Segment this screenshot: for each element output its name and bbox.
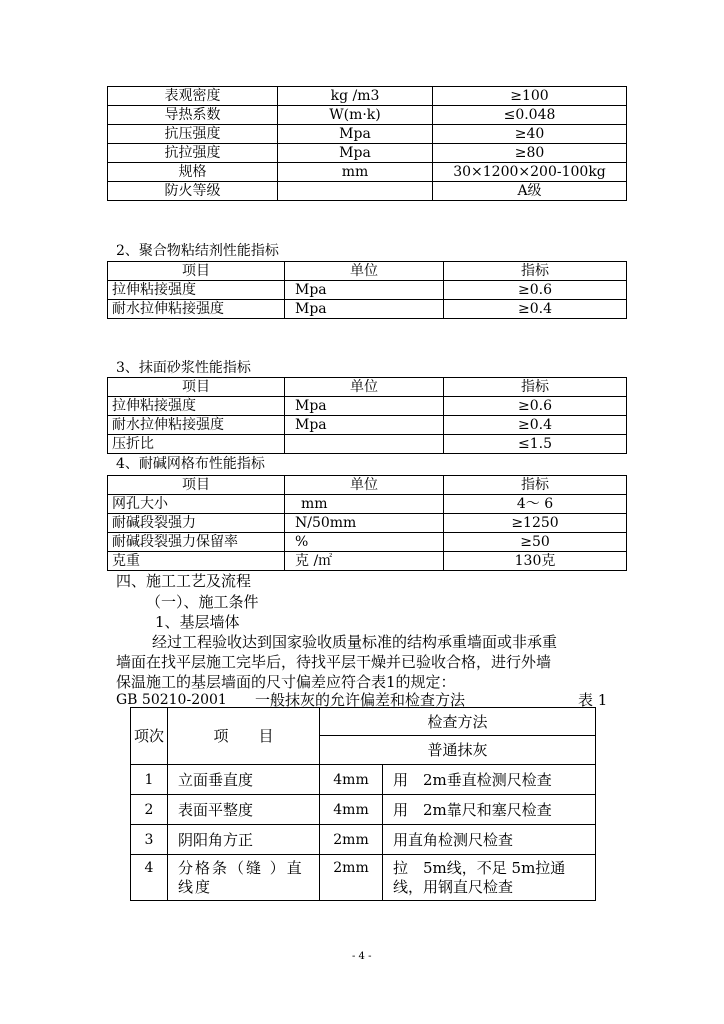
table-row (108, 281, 627, 300)
table-row (108, 182, 627, 201)
table-cell: 1 (131, 765, 168, 795)
table-cell: ≤1.5 (444, 435, 627, 454)
paragraph-line: 墙面在找平层施工完毕后，待找平层干燥并已验收合格，进行外墙 (116, 653, 552, 671)
column-header: 检查方法 (320, 708, 596, 736)
table-cell: 表面平整度 (168, 795, 320, 825)
table-cell: 拉伸粘接强度 (108, 281, 285, 300)
table-cell: 2mm (320, 855, 383, 901)
table-row (108, 533, 627, 552)
table-row (108, 495, 627, 514)
table-cell: 4mm (320, 795, 383, 825)
table-cell: mm (278, 163, 433, 182)
table-cell: 分格条（缝 ）直线度 (168, 855, 320, 901)
table-row (108, 163, 627, 182)
table-cell: Mpa (285, 416, 444, 435)
plaster-tolerance-table (130, 707, 596, 901)
table-row (108, 87, 627, 106)
table-cell: ≤0.048 (433, 106, 627, 125)
table-cell: 耐碱段裂强力 (108, 514, 285, 533)
table-cell: ≥100 (433, 87, 627, 106)
table-cell: 4 (131, 855, 168, 901)
table-row (131, 825, 596, 855)
table-cell: 2 (131, 795, 168, 825)
section-heading-adhesive: 2、聚合物粘结剂性能指标 (116, 243, 279, 259)
section-heading-mesh: 4、耐碱网格布性能指标 (116, 456, 265, 472)
table-cell: ≥50 (444, 533, 627, 552)
table-row (108, 397, 627, 416)
table-cell: ≥80 (433, 144, 627, 163)
table-row (108, 300, 627, 319)
table-row (131, 765, 596, 795)
table-row (108, 416, 627, 435)
table-cell: mm (285, 495, 444, 514)
chapter-heading: 四、施工工艺及流程 (116, 572, 252, 590)
table-cell: Mpa (278, 144, 433, 163)
material-properties-table (107, 86, 627, 201)
table-cell: Mpa (278, 125, 433, 144)
table-cell: 130克 (444, 552, 627, 571)
column-header: 指标 (444, 262, 627, 281)
table-row (108, 514, 627, 533)
table-cell: 规格 (108, 163, 278, 182)
table-cell (278, 182, 433, 201)
table-row (108, 125, 627, 144)
table-cell: kg /m3 (278, 87, 433, 106)
table-cell: 导热系数 (108, 106, 278, 125)
table-cell: 用 2m垂直检测尺检查 (383, 765, 596, 795)
table-cell (285, 435, 444, 454)
table-row (131, 855, 596, 901)
table-cell: ≥0.4 (444, 416, 627, 435)
table-cell: 耐水拉伸粘接强度 (108, 300, 285, 319)
table-cell: 4～ 6 (444, 495, 627, 514)
table-cell: Mpa (285, 281, 444, 300)
table-cell: 压折比 (108, 435, 285, 454)
table-cell: 表观密度 (108, 87, 278, 106)
table-cell: 耐水拉伸粘接强度 (108, 416, 285, 435)
column-header: 单位 (285, 476, 444, 495)
paragraph-line: 经过工程验收达到国家验收质量标准的结构承重墙面或非承重 (152, 633, 558, 651)
table-caption-title: 一般抹灰的允许偏差和检查方法 (255, 691, 466, 709)
table-cell: 2mm (320, 825, 383, 855)
column-header: 项目 (108, 378, 285, 397)
subsection-heading: （一）、施工条件 (146, 593, 259, 611)
table-cell: 抗拉强度 (108, 144, 278, 163)
column-header: 项目 (108, 262, 285, 281)
subsection-heading: 1、基层墙体 (155, 613, 240, 631)
section-heading-mortar: 3、抹面砂浆性能指标 (116, 360, 251, 376)
adhesive-properties-table (107, 261, 627, 319)
table-row (131, 795, 596, 825)
mortar-properties-table (107, 377, 627, 454)
paragraph-line: 保温施工的基层墙面的尺寸偏差应符合表1的规定： (116, 673, 456, 691)
column-header: 项目 (108, 476, 285, 495)
column-header: 指标 (444, 476, 627, 495)
column-header: 单位 (285, 378, 444, 397)
table-cell: 阴阳角方正 (168, 825, 320, 855)
table-caption-code: GB 50210-2001 (116, 692, 227, 708)
table-header-row (108, 378, 627, 397)
column-header: 项 目 (168, 708, 320, 765)
table-cell: 立面垂直度 (168, 765, 320, 795)
table-row (108, 144, 627, 163)
table-cell: 网孔大小 (108, 495, 285, 514)
table-cell: ≥0.6 (444, 281, 627, 300)
table-cell: 防火等级 (108, 182, 278, 201)
table-cell: 用直角检测尺检查 (383, 825, 596, 855)
table-cell: ≥0.4 (444, 300, 627, 319)
column-header: 单位 (285, 262, 444, 281)
table-cell: 耐碱段裂强力保留率 (108, 533, 285, 552)
table-cell: % (285, 533, 444, 552)
table-header-row (131, 708, 596, 736)
table-row (108, 552, 627, 571)
table-cell: 抗压强度 (108, 125, 278, 144)
table-caption-number: 表 1 (578, 691, 608, 709)
mesh-properties-table (107, 475, 627, 571)
column-header: 指标 (444, 378, 627, 397)
table-cell: ≥1250 (444, 514, 627, 533)
column-header: 项次 (131, 708, 168, 765)
table-cell: 4mm (320, 765, 383, 795)
table-header-row (108, 476, 627, 495)
table-cell: ≥0.6 (444, 397, 627, 416)
table-cell: ≥40 (433, 125, 627, 144)
column-subheader: 普通抹灰 (320, 736, 596, 765)
table-row (108, 435, 627, 454)
table-cell: Mpa (285, 300, 444, 319)
table-cell: Mpa (285, 397, 444, 416)
table-cell: W(m·k) (278, 106, 433, 125)
table-cell: 用 2m靠尺和塞尺检查 (383, 795, 596, 825)
page-number: - 4 - (352, 951, 372, 962)
table-cell: A级 (433, 182, 627, 201)
table-header-row (108, 262, 627, 281)
table-cell: 拉伸粘接强度 (108, 397, 285, 416)
table-cell: 克 /㎡ (285, 552, 444, 571)
table-row (108, 106, 627, 125)
table-cell: 30×1200×200-100kg (433, 163, 627, 182)
table-cell: 克重 (108, 552, 285, 571)
table-cell: N/50mm (285, 514, 444, 533)
table-cell: 3 (131, 825, 168, 855)
table-cell: 拉 5m线，不足 5m拉通线，用钢直尺检查 (383, 855, 596, 901)
